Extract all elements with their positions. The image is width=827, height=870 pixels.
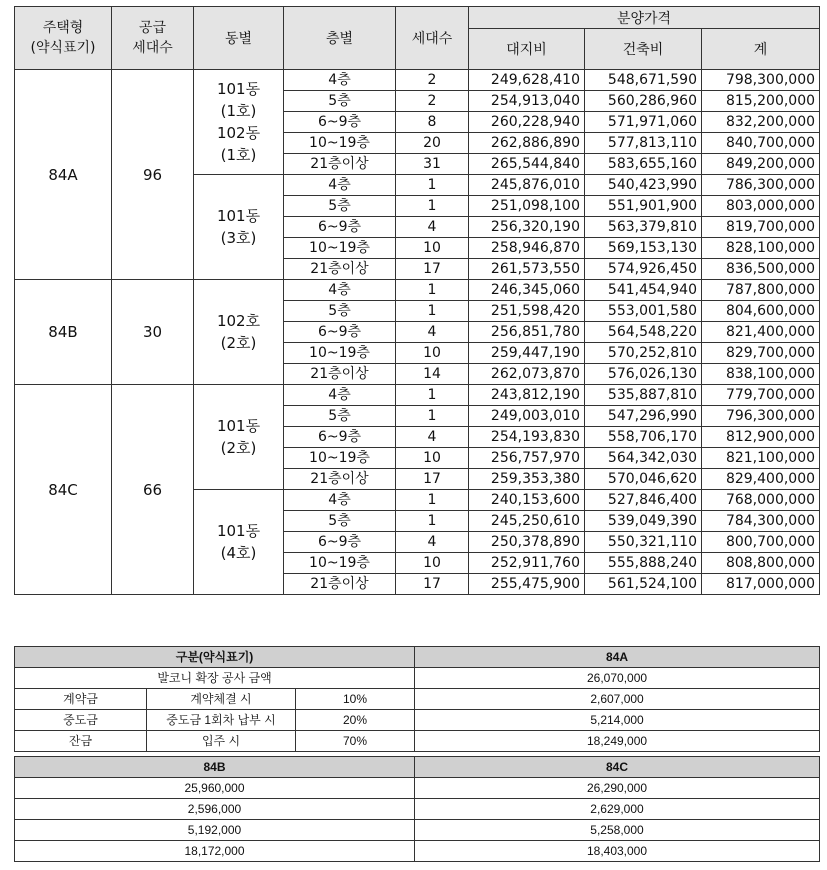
- household-count: 1: [396, 301, 469, 322]
- floor-label: 21층이상: [284, 259, 396, 280]
- land-price: 251,098,100: [469, 196, 585, 217]
- payment-timing: 중도금 1회차 납부 시: [147, 710, 296, 731]
- total-price: 817,000,000: [702, 574, 820, 595]
- total-price: 849,200,000: [702, 154, 820, 175]
- floor-label: 5층: [284, 196, 396, 217]
- balcony-row: [15, 731, 820, 752]
- balcony-row: [15, 689, 820, 710]
- household-count: 1: [396, 175, 469, 196]
- household-count: 1: [396, 511, 469, 532]
- household-count: 4: [396, 532, 469, 553]
- household-count: 1: [396, 385, 469, 406]
- amount-84c: 5,258,000: [415, 820, 820, 841]
- land-price: 250,378,890: [469, 532, 585, 553]
- amount-84b: 2,596,000: [15, 799, 415, 820]
- construction-price: 555,888,240: [585, 553, 702, 574]
- floor-label: 10~19층: [284, 343, 396, 364]
- header-building: 동별: [194, 7, 284, 70]
- floor-label: 6~9층: [284, 322, 396, 343]
- household-count: 10: [396, 448, 469, 469]
- price-row: [15, 70, 820, 91]
- payment-amount-84a: 5,214,000: [415, 710, 820, 731]
- building-label: 101동 (1호) 102동 (1호): [194, 70, 284, 175]
- balcony-header-label: 구분(약식표기): [15, 647, 415, 668]
- header-sale-price: 분양가격: [469, 7, 820, 29]
- header-households: 세대수: [396, 7, 469, 70]
- floor-label: 10~19층: [284, 133, 396, 154]
- payment-timing: 계약체결 시: [147, 689, 296, 710]
- floor-label: 21층이상: [284, 364, 396, 385]
- construction-price: 535,887,810: [585, 385, 702, 406]
- supply-count: 96: [112, 70, 194, 280]
- total-price: 787,800,000: [702, 280, 820, 301]
- household-count: 17: [396, 259, 469, 280]
- household-count: 10: [396, 238, 469, 259]
- construction-price: 583,655,160: [585, 154, 702, 175]
- header-type: 주택형 (약식표기): [15, 7, 112, 70]
- payment-percent: 10%: [296, 689, 415, 710]
- construction-price: 541,454,940: [585, 280, 702, 301]
- supply-count: 66: [112, 385, 194, 595]
- amount-84c: 26,290,000: [415, 778, 820, 799]
- land-price: 256,320,190: [469, 217, 585, 238]
- floor-label: 10~19층: [284, 553, 396, 574]
- balcony-header-84b: 84B: [15, 757, 415, 778]
- floor-label: 6~9층: [284, 112, 396, 133]
- payment-percent: 20%: [296, 710, 415, 731]
- land-price: 256,851,780: [469, 322, 585, 343]
- balcony-table: [14, 646, 820, 752]
- balcony-total-label: 발코니 확장 공사 금액: [15, 668, 415, 689]
- housing-type: 84B: [15, 280, 112, 385]
- total-price: 800,700,000: [702, 532, 820, 553]
- construction-price: 577,813,110: [585, 133, 702, 154]
- price-table: [14, 6, 820, 595]
- total-price: 803,000,000: [702, 196, 820, 217]
- land-price: 249,628,410: [469, 70, 585, 91]
- balcony-bc-table: [14, 756, 820, 862]
- payment-name: 중도금: [15, 710, 147, 731]
- total-price: 838,100,000: [702, 364, 820, 385]
- building-label: 101동 (2호): [194, 385, 284, 490]
- balcony-header-84c: 84C: [415, 757, 820, 778]
- housing-type: 84C: [15, 385, 112, 595]
- total-price: 832,200,000: [702, 112, 820, 133]
- floor-label: 5층: [284, 406, 396, 427]
- construction-price: 561,524,100: [585, 574, 702, 595]
- construction-price: 547,296,990: [585, 406, 702, 427]
- total-price: 821,100,000: [702, 448, 820, 469]
- floor-label: 6~9층: [284, 217, 396, 238]
- header-construction: 건축비: [585, 29, 702, 70]
- floor-label: 4층: [284, 280, 396, 301]
- header-floor: 층별: [284, 7, 396, 70]
- land-price: 260,228,940: [469, 112, 585, 133]
- land-price: 251,598,420: [469, 301, 585, 322]
- amount-84b: 18,172,000: [15, 841, 415, 862]
- floor-label: 21층이상: [284, 469, 396, 490]
- payment-name: 잔금: [15, 731, 147, 752]
- land-price: 262,886,890: [469, 133, 585, 154]
- total-price: 829,700,000: [702, 343, 820, 364]
- land-price: 265,544,840: [469, 154, 585, 175]
- household-count: 8: [396, 112, 469, 133]
- floor-label: 21층이상: [284, 574, 396, 595]
- total-price: 815,200,000: [702, 91, 820, 112]
- balcony-bc-row: [15, 841, 820, 862]
- construction-price: 527,846,400: [585, 490, 702, 511]
- balcony-header-84a: 84A: [415, 647, 820, 668]
- land-price: 254,193,830: [469, 427, 585, 448]
- construction-price: 570,046,620: [585, 469, 702, 490]
- construction-price: 571,971,060: [585, 112, 702, 133]
- land-price: 261,573,550: [469, 259, 585, 280]
- land-price: 262,073,870: [469, 364, 585, 385]
- balcony-bc-row: [15, 799, 820, 820]
- total-price: 796,300,000: [702, 406, 820, 427]
- floor-label: 5층: [284, 301, 396, 322]
- land-price: 243,812,190: [469, 385, 585, 406]
- floor-label: 5층: [284, 91, 396, 112]
- payment-name: 계약금: [15, 689, 147, 710]
- construction-price: 564,342,030: [585, 448, 702, 469]
- floor-label: 6~9층: [284, 427, 396, 448]
- total-price: 836,500,000: [702, 259, 820, 280]
- construction-price: 551,901,900: [585, 196, 702, 217]
- building-label: 101동 (3호): [194, 175, 284, 280]
- land-price: 249,003,010: [469, 406, 585, 427]
- household-count: 1: [396, 490, 469, 511]
- floor-label: 6~9층: [284, 532, 396, 553]
- household-count: 2: [396, 70, 469, 91]
- household-count: 31: [396, 154, 469, 175]
- land-price: 259,353,380: [469, 469, 585, 490]
- floor-label: 10~19층: [284, 238, 396, 259]
- land-price: 245,250,610: [469, 511, 585, 532]
- land-price: 255,475,900: [469, 574, 585, 595]
- amount-84c: 18,403,000: [415, 841, 820, 862]
- construction-price: 550,321,110: [585, 532, 702, 553]
- total-price: 768,000,000: [702, 490, 820, 511]
- header-total: 계: [702, 29, 820, 70]
- building-label: 101동 (4호): [194, 490, 284, 595]
- price-row: [15, 280, 820, 301]
- land-price: 240,153,600: [469, 490, 585, 511]
- total-price: 840,700,000: [702, 133, 820, 154]
- household-count: 1: [396, 196, 469, 217]
- land-price: 245,876,010: [469, 175, 585, 196]
- floor-label: 10~19층: [284, 448, 396, 469]
- balcony-row: [15, 710, 820, 731]
- floor-label: 4층: [284, 175, 396, 196]
- total-price: 819,700,000: [702, 217, 820, 238]
- land-price: 256,757,970: [469, 448, 585, 469]
- payment-amount-84a: 2,607,000: [415, 689, 820, 710]
- header-supply: 공급 세대수: [112, 7, 194, 70]
- total-price: 808,800,000: [702, 553, 820, 574]
- payment-percent: 70%: [296, 731, 415, 752]
- balcony-total-84a: 26,070,000: [415, 668, 820, 689]
- header-land: 대지비: [469, 29, 585, 70]
- balcony-bc-row: [15, 820, 820, 841]
- household-count: 10: [396, 553, 469, 574]
- household-count: 4: [396, 217, 469, 238]
- payment-timing: 입주 시: [147, 731, 296, 752]
- total-price: 798,300,000: [702, 70, 820, 91]
- household-count: 10: [396, 343, 469, 364]
- household-count: 1: [396, 280, 469, 301]
- floor-label: 4층: [284, 490, 396, 511]
- construction-price: 558,706,170: [585, 427, 702, 448]
- household-count: 14: [396, 364, 469, 385]
- land-price: 254,913,040: [469, 91, 585, 112]
- land-price: 259,447,190: [469, 343, 585, 364]
- construction-price: 540,423,990: [585, 175, 702, 196]
- household-count: 1: [396, 406, 469, 427]
- floor-label: 5층: [284, 511, 396, 532]
- total-price: 829,400,000: [702, 469, 820, 490]
- construction-price: 570,252,810: [585, 343, 702, 364]
- price-table-body: [15, 70, 820, 595]
- construction-price: 563,379,810: [585, 217, 702, 238]
- total-price: 821,400,000: [702, 322, 820, 343]
- housing-type: 84A: [15, 70, 112, 280]
- total-price: 786,300,000: [702, 175, 820, 196]
- construction-price: 576,026,130: [585, 364, 702, 385]
- household-count: 17: [396, 469, 469, 490]
- household-count: 17: [396, 574, 469, 595]
- floor-label: 4층: [284, 70, 396, 91]
- land-price: 252,911,760: [469, 553, 585, 574]
- construction-price: 548,671,590: [585, 70, 702, 91]
- household-count: 2: [396, 91, 469, 112]
- construction-price: 553,001,580: [585, 301, 702, 322]
- supply-count: 30: [112, 280, 194, 385]
- building-label: 102호 (2호): [194, 280, 284, 385]
- floor-label: 21층이상: [284, 154, 396, 175]
- floor-label: 4층: [284, 385, 396, 406]
- total-price: 812,900,000: [702, 427, 820, 448]
- construction-price: 539,049,390: [585, 511, 702, 532]
- total-price: 804,600,000: [702, 301, 820, 322]
- construction-price: 569,153,130: [585, 238, 702, 259]
- balcony-bc-row: [15, 778, 820, 799]
- construction-price: 574,926,450: [585, 259, 702, 280]
- amount-84c: 2,629,000: [415, 799, 820, 820]
- household-count: 20: [396, 133, 469, 154]
- construction-price: 560,286,960: [585, 91, 702, 112]
- household-count: 4: [396, 322, 469, 343]
- land-price: 258,946,870: [469, 238, 585, 259]
- payment-amount-84a: 18,249,000: [415, 731, 820, 752]
- total-price: 779,700,000: [702, 385, 820, 406]
- construction-price: 564,548,220: [585, 322, 702, 343]
- total-price: 828,100,000: [702, 238, 820, 259]
- amount-84b: 25,960,000: [15, 778, 415, 799]
- land-price: 246,345,060: [469, 280, 585, 301]
- total-price: 784,300,000: [702, 511, 820, 532]
- amount-84b: 5,192,000: [15, 820, 415, 841]
- price-row: [15, 385, 820, 406]
- household-count: 4: [396, 427, 469, 448]
